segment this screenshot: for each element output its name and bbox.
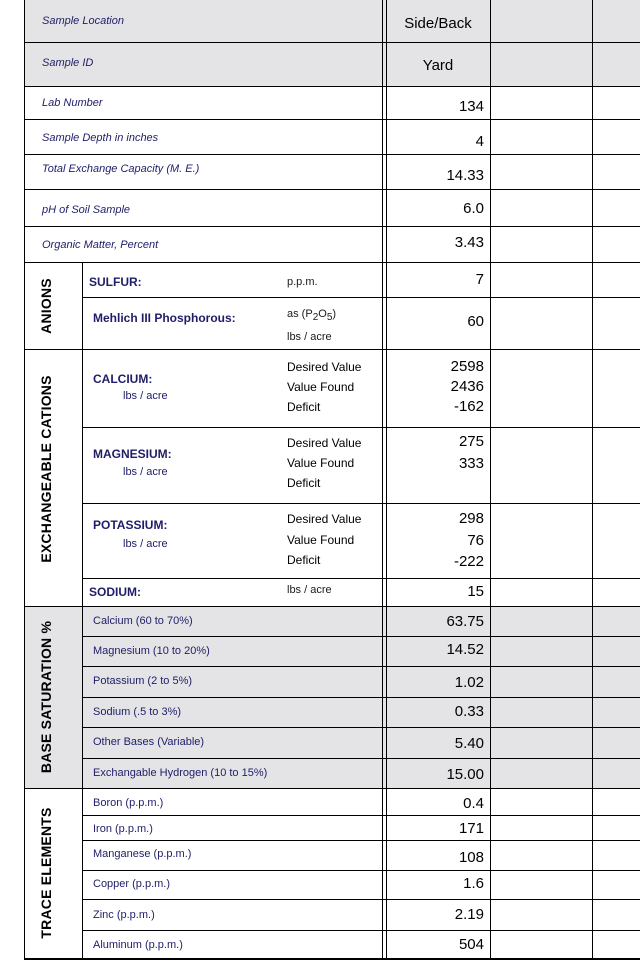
hline-23 [82,899,640,900]
te-copper-value: 1.6 [463,875,484,892]
hline-2 [24,86,640,87]
phosphorous-value: 60 [467,313,484,330]
magnesium-found-value: 333 [458,455,484,472]
hline-22 [82,870,640,871]
calcium-label: CALCIUM: [93,372,153,386]
te-iron-label: Iron (p.p.m.) [93,823,153,835]
te-zinc-value: 2.19 [454,906,484,923]
hline-21 [82,840,640,841]
hline-16 [82,697,640,698]
magnesium-deficit-label: Deficit [287,476,321,490]
potassium-label: POTASSIUM: [93,518,168,532]
potassium-deficit-value: -222 [453,553,484,570]
sample-id-label: Sample ID [42,57,94,69]
magnesium-desired-value: 275 [458,433,484,450]
calcium-desired-value: 2598 [450,358,484,375]
phosphorous-unit: as $(P_2O_5)$ [287,308,337,324]
hline-24 [82,930,640,931]
bs-sodium-label: Sodium (.5 to 3%) [93,706,182,718]
soil-report-table: Sample Location Side/Back Sample ID Yard Lab Number 134 Sample Depth in inches 4 Total Exchange Capacity (M. E.) 14.33 pH of Soil Sample 6.0 Organic Matter, Percent 3.43 ANIONS SULFUR: p.p.m. 7 Mehlich III Phosphorous: as $(P_2O_5)$ lbs / acre 60 EXCHANGEABLE CATIONS CALCIUM: lbs / acre Desired Value Value Found Deficit 2598 2436 -162 MAGNESIUM: lbs / acre Desired Value Value Found Deficit 275 333 POTASSIUM: lbs / acre Desired Value Value Found Deficit 298 76 -222 SODIUM: lbs / acre 15 BASE SATURATION % Calcium (60 to 70%) 63.75 Magnesium (10 to 20%) 14.52 Potassium (2 to 5%) 1.02 Sodium (.5 to 3%) 0.33 Other Bases (Variable) 5.40 Exchangable Hydrogen (10 to 15%) 15.00 TRACE ELEMENTS Boron (p.p.m.) 0.4 Iron (p.p.m.) 171 Manganese (p.p.m.) 108 Copper (p.p.m.) 1.6 Zinc (p.p.m.) 2.19 Aluminum (p.p.m.) 504 [0,0,640,960]
magnesium-found-label: Value Found [287,456,355,470]
divider-section-col [82,263,83,960]
organic-matter-value: 3.43 [454,234,484,251]
te-copper-label: Copper (p.p.m.) [93,878,171,890]
calcium-unit: lbs / acre [123,390,168,402]
potassium-deficit-label: Deficit [287,553,321,567]
bs-other-bases-value: 5.40 [454,735,484,752]
sodium-unit: lbs / acre [287,584,332,596]
magnesium-unit: lbs / acre [123,466,168,478]
hline-5 [24,189,640,190]
bs-hydrogen-label: Exchangable Hydrogen (10 to 15%) [93,767,268,779]
lab-number-value: 134 [458,98,484,115]
te-aluminum-value: 504 [458,936,484,953]
bs-sodium-value: 0.33 [454,703,484,720]
sample-depth-value: 4 [475,133,484,150]
potassium-desired-value: 298 [458,510,484,527]
exchange-capacity-value: 14.33 [446,167,484,184]
hline-8 [82,297,640,298]
sample-location-value: Side/Back [404,15,472,32]
sulfur-value: 7 [475,271,484,288]
divider-double-b [386,0,387,960]
ph-value: 6.0 [463,200,484,217]
bs-hydrogen-value: 15.00 [446,766,484,783]
sulfur-label: SULFUR: [89,275,142,289]
calcium-found-label: Value Found [287,380,355,394]
calcium-deficit-value: -162 [453,398,484,415]
hline-4 [24,154,640,155]
sodium-label: SODIUM: [89,585,141,599]
bs-magnesium-value: 14.52 [446,641,484,658]
hline-9 [24,349,640,350]
hline-19 [24,788,640,789]
te-manganese-label: Manganese (p.p.m.) [93,848,192,860]
te-zinc-label: Zinc (p.p.m.) [93,909,155,921]
bs-other-bases-label: Other Bases (Variable) [93,736,205,748]
calcium-deficit-label: Deficit [287,400,321,414]
bs-potassium-label: Potassium (2 to 5%) [93,675,193,687]
te-boron-label: Boron (p.p.m.) [93,797,164,809]
magnesium-label: MAGNESIUM: [93,447,172,461]
hline-18 [82,758,640,759]
sample-depth-label: Sample Depth in inches [42,132,159,144]
bs-potassium-value: 1.02 [454,674,484,691]
calcium-desired-label: Desired Value [287,360,362,374]
sample-id-value: Yard [422,57,454,74]
potassium-unit: lbs / acre [123,538,168,550]
bs-calcium-label: Calcium (60 to 70%) [93,615,193,627]
hline-13 [24,606,640,607]
phosphorous-label: Mehlich III Phosphorous: [93,311,236,325]
potassium-found-label: Value Found [287,533,355,547]
bs-calcium-value: 63.75 [446,613,484,630]
hline-3 [24,119,640,120]
sulfur-unit: p.p.m. [287,276,318,288]
sample-location-label: Sample Location [42,15,124,27]
hline-14 [82,636,640,637]
divider-col-3 [592,0,593,960]
hline-20 [82,815,640,816]
hline-11 [82,503,640,504]
hline-15 [82,666,640,667]
phosphorous-unit-line2: lbs / acre [287,331,332,343]
border-left [24,0,25,960]
potassium-found-value: 76 [467,532,484,549]
ph-label: pH of Soil Sample [42,204,131,216]
exchange-capacity-label: Total Exchange Capacity (M. E.) [42,163,200,175]
hline-10 [82,427,640,428]
hline-7 [24,262,640,263]
te-aluminum-label: Aluminum (p.p.m.) [93,939,183,951]
te-iron-value: 171 [458,820,484,837]
lab-number-label: Lab Number [42,97,103,109]
sodium-value: 15 [467,583,484,600]
divider-col-2 [490,0,491,960]
potassium-desired-label: Desired Value [287,512,362,526]
hline-17 [82,727,640,728]
calcium-found-value: 2436 [450,378,484,395]
bs-magnesium-label: Magnesium (10 to 20%) [93,645,210,657]
hline-12 [82,578,640,579]
magnesium-desired-label: Desired Value [287,436,362,450]
organic-matter-label: Organic Matter, Percent [42,239,159,251]
divider-double-a [382,0,383,960]
row-sample-id-bg [24,42,640,86]
te-manganese-value: 108 [458,849,484,866]
hline-1 [24,42,640,43]
hline-6 [24,226,640,227]
te-boron-value: 0.4 [463,795,484,812]
